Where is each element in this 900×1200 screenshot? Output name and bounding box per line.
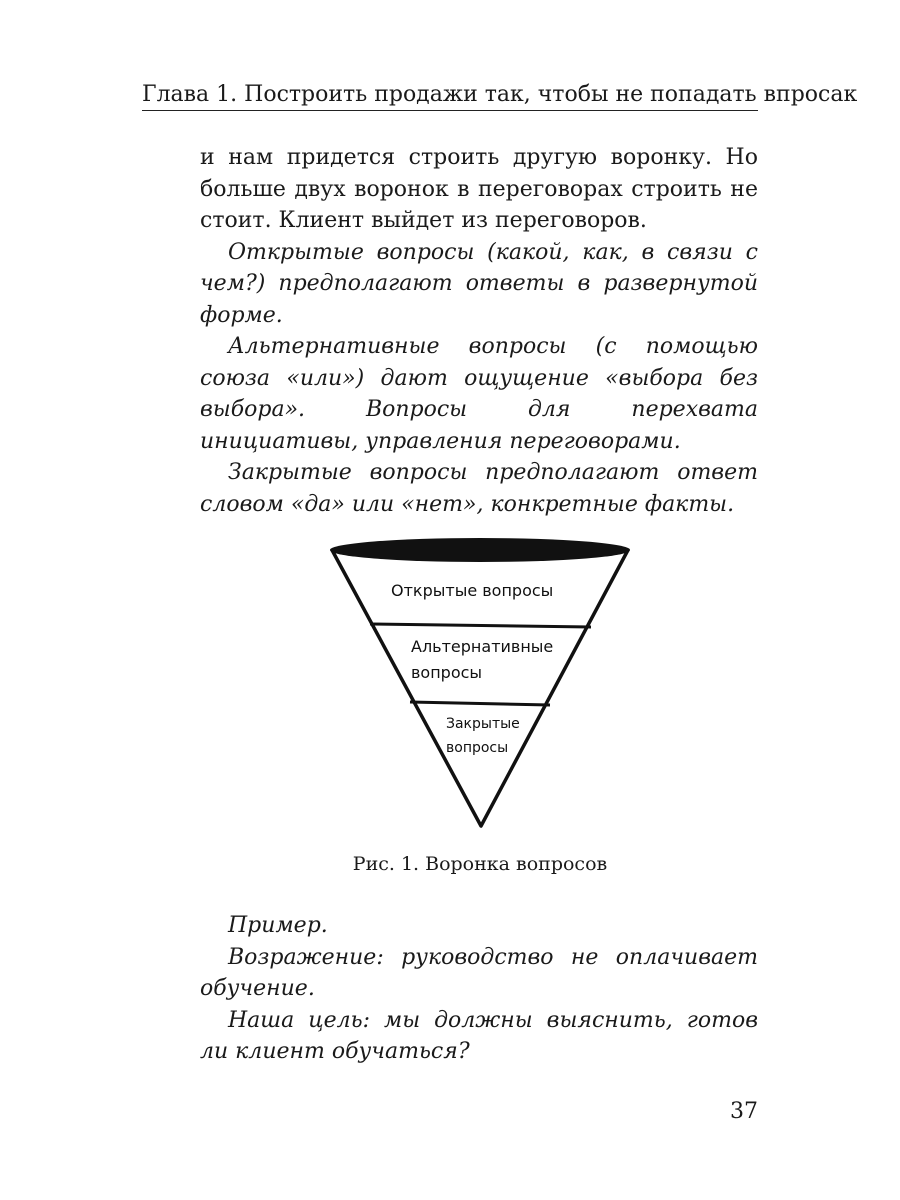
page-number: 37 <box>730 1099 758 1124</box>
funnel-layer-closed-label-line1: Закрытые <box>446 716 520 732</box>
paragraph-goal: Наша цель: мы должны выяснить, готов ли клиент обучаться? <box>200 1007 758 1064</box>
paragraph-alternative-questions: Альтернативные вопросы (с помощью союза «или») дают ощущение «выбора без выбора». Вопросы для перехвата инициативы, управления переговорами. <box>200 334 758 454</box>
funnel-layer-closed-label-line2: вопросы <box>446 740 509 756</box>
example-text <box>200 910 758 1068</box>
running-head: Глава 1. Построить продажи так, чтобы не попадать впросак <box>142 82 858 107</box>
body-text <box>200 142 758 520</box>
header-rule <box>142 110 758 111</box>
paragraph-objection: Возражение: руководство не оплачивает обучение. <box>200 944 758 1001</box>
funnel-layer-open-label: Открытые вопросы <box>391 581 554 600</box>
funnel-layer-alt-label-line2: вопросы <box>411 663 483 682</box>
question-funnel-diagram <box>320 530 640 840</box>
funnel-rim <box>330 538 630 562</box>
paragraph-funnel-note: и нам придется строить другую воронку. Но больше двух воронок в переговорах строить не стоит. Клиент выйдет из переговоров. <box>200 145 758 233</box>
figure-caption: Рис. 1. Воронка вопросов <box>352 853 608 875</box>
paragraph-open-questions: Открытые вопросы (какой, как, в связи с чем?) предполагают ответы в развернутой форме. <box>200 239 758 328</box>
paragraph-example-heading: Пример. <box>228 913 328 938</box>
funnel-layer-alt-label-line1: Альтернативные <box>411 637 554 656</box>
paragraph-closed-questions: Закрытые вопросы предполагают ответ словом «да» или «нет», конкретные факты. <box>200 460 758 517</box>
